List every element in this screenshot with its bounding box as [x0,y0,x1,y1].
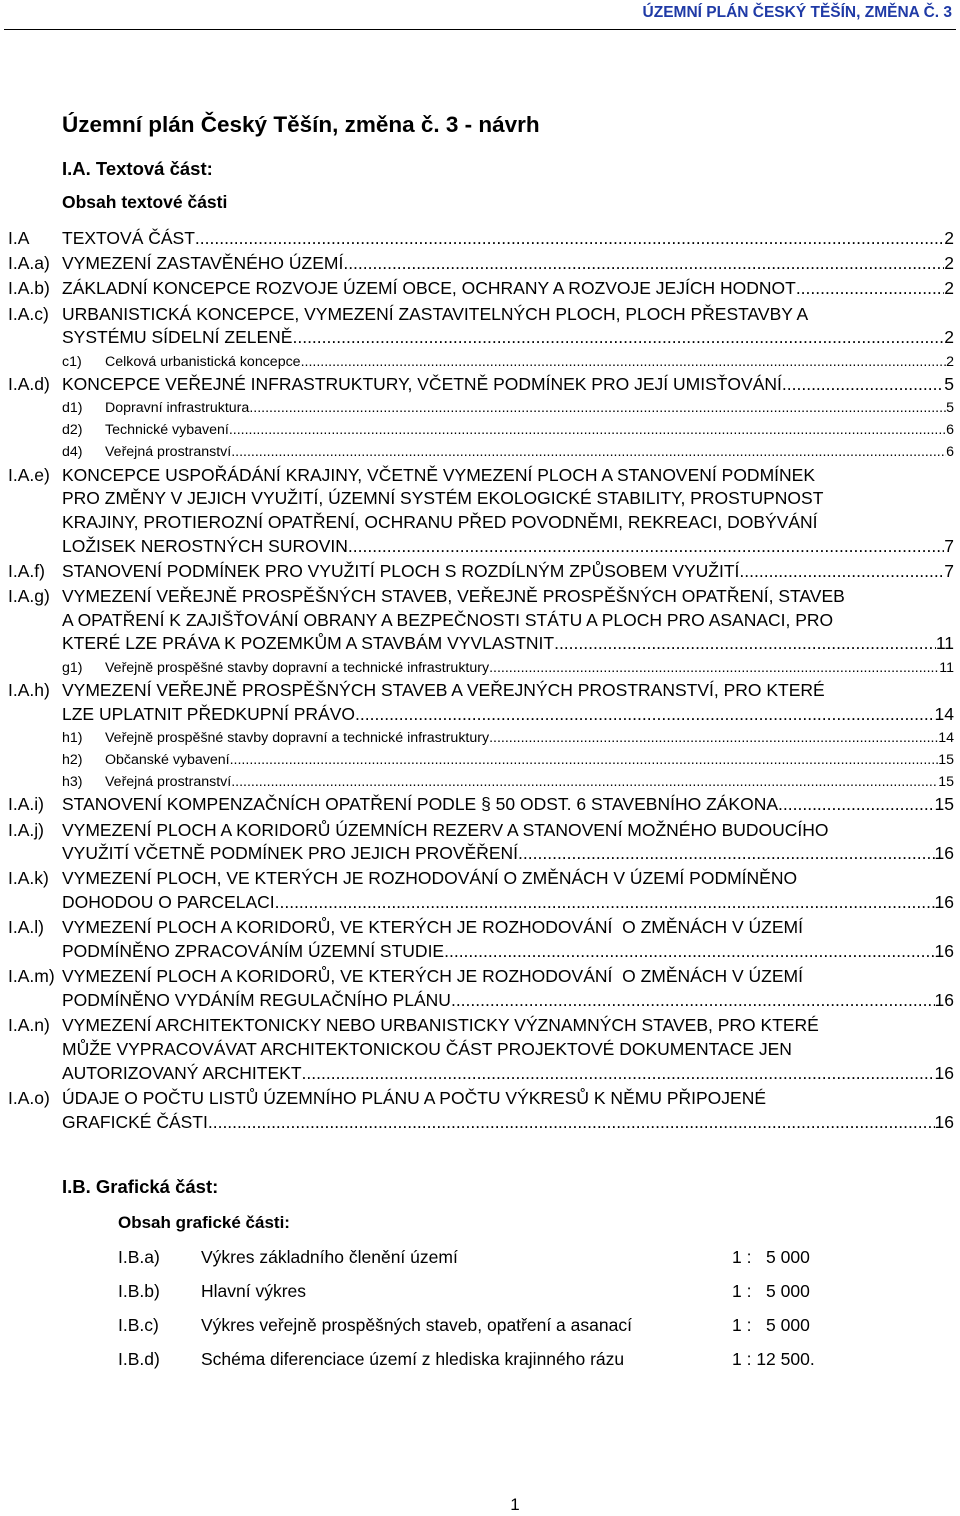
toc-entry-title-line: VYMEZENÍ PLOCH A KORIDORŮ ÚZEMNÍCH REZERV A STANOVENÍ MOŽNÉHO BUDOUCÍHO [62,819,829,840]
toc-entry-title-line: ÚDAJE O POČTU LISTŮ ÚZEMNÍHO PLÁNU A POČTU VÝKRESŮ K NĚMU PŘIPOJENÉ [62,1087,767,1108]
drawing-scale: 1 : 5 000 [732,1281,810,1301]
toc-page-number: 2 [944,253,954,274]
section-b-title: I.B. Grafická část: [62,1176,219,1197]
toc-entry-title-line: PRO ZMĚNY V JEJICH VYUŽITÍ, ÚZEMNÍ SYSTÉM EKOLOGICKÉ STABILITY, PROSTUPNOST [62,488,824,509]
dot-leader [231,442,946,464]
toc-entry-title: Veřejně prospěšné stavby dopravní a technické infrastruktury [105,659,490,676]
toc-entry-title: STANOVENÍ PODMÍNEK PRO VYUŽITÍ PLOCH S ROZDÍLNÝM ZPŮSOBEM VYUŽITÍ [62,560,740,581]
toc-entry-number: I.A.g) [8,586,50,607]
toc-entry-number: I.A.o) [8,1087,50,1108]
toc-entry-title: SYSTÉMU SÍDELNÍ ZELENĚ [62,327,293,348]
toc-entry-title: Technické vybavení [105,422,229,439]
toc-entry-title: KTERÉ LZE PRÁVA K POZEMKŮM A STAVBÁM VYVLASTNIT [62,633,555,654]
toc-entry-title: KONCEPCE VEŘEJNÉ INFRASTRUKTURY, VČETNĚ PODMÍNEK PRO JEJÍ UMISŤOVÁNÍ [62,374,782,395]
drawing-scale: 1 : 5 000 [732,1247,810,1267]
toc-entry-title: VYMEZENÍ ZASTAVĚNÉHO ÚZEMÍ [62,253,344,274]
toc-subentry[interactable] [8,772,954,794]
toc-page-number: 11 [935,633,954,654]
toc-entry-title-line: A OPATŘENÍ K ZAJIŠŤOVÁNÍ OBRANY A BEZPEČNOSTI STÁTU A PLOCH PRO ASANACI, PRO [62,609,834,630]
toc-entry[interactable] [8,303,954,350]
toc-entry-title-line: VYMEZENÍ VEŘEJNĚ PROSPĚŠNÝCH STAVEB A VEŘEJNÝCH PROSTRANSTVÍ, PRO KTERÉ [62,680,825,701]
toc-page-number: 2 [944,327,954,348]
toc-page-number: 6 [946,422,954,439]
toc-entry[interactable] [8,1014,954,1085]
toc-entry-title: STANOVENÍ KOMPENZAČNÍCH OPATŘENÍ PODLE § 50 ODST. 6 STAVEBNÍHO ZÁKONA [62,794,779,815]
toc-entry-title: AUTORIZOVANÝ ARCHITEKT [62,1062,302,1083]
toc-subentry[interactable] [8,420,954,442]
toc-subentry[interactable] [8,398,954,420]
toc-entry[interactable] [8,679,954,726]
toc-entry[interactable] [8,867,954,914]
dot-leader [489,728,938,750]
toc-entry-number: I.A.b) [8,278,50,299]
toc-entry-title-line: KRAJINY, PROTIEROZNÍ OPATŘENÍ, OCHRANU PŘED POVODNĚMI, REKREACI, DOBÝVÁNÍ [62,511,818,532]
toc-entry[interactable] [8,1087,954,1134]
section-a-title: I.A. Textová část: [62,158,213,179]
toc-entry-title: GRAFICKÉ ČÁSTI [62,1111,208,1132]
toc-entry-number: I.A [8,228,30,248]
toc-entry[interactable] [8,277,954,301]
toc-entry[interactable] [8,373,954,397]
toc-entry-number: I.A.d) [8,374,50,395]
toc-entry-title: Celková urbanistická koncepce [105,353,301,370]
toc-page-number: 16 [934,1062,954,1083]
toc-entry-number: I.A.a) [8,253,50,274]
dot-leader [489,658,939,680]
toc-entry-number: d1) [62,400,83,417]
toc-entry-title: Veřejně prospěšné stavby dopravní a technické infrastruktury [105,730,490,747]
toc-entry-title-line: URBANISTICKÁ KONCEPCE, VYMEZENÍ ZASTAVITELNÝCH PLOCH, PLOCH PŘESTAVBY A [62,303,809,324]
toc-entry[interactable] [8,965,954,1012]
toc-page-number: 5 [946,400,954,417]
toc-page-number: 16 [934,843,954,864]
toc-entry-number: h1) [62,730,83,747]
toc-heading: Obsah textové části [62,192,228,212]
toc-entry-title: Dopravní infrastruktura [105,400,250,417]
dot-leader [348,535,944,559]
toc-subentry[interactable] [8,728,954,750]
dot-leader [554,632,936,656]
toc-entry-title-line: VYMEZENÍ PLOCH A KORIDORŮ, VE KTERÝCH JE ROZHODOVÁNÍ O ZMĚNÁCH V ÚZEMÍ [62,966,803,987]
toc-entry-title-line: VYMEZENÍ VEŘEJNĚ PROSPĚŠNÝCH STAVEB, VEŘEJNĚ PROSPĚŠNÝCH OPATŘENÍ, STAVEB [62,586,845,607]
running-header: ÚZEMNÍ PLÁN ČESKÝ TĚŠÍN, ZMĚNA Č. 3 [642,4,952,21]
toc-page-number: 16 [934,990,954,1010]
toc-entry[interactable] [8,819,954,866]
toc-entry-number: h3) [62,773,83,790]
toc-page-number: 11 [939,659,954,676]
toc-entry-title-line: KONCEPCE USPOŘÁDÁNÍ KRAJINY, VČETNĚ VYMEZENÍ PLOCH A STANOVENÍ PODMÍNEK [62,464,815,485]
toc-entry-title: Veřejná prostranství [105,443,232,460]
drawing-scale: 1 : 5 000 [732,1315,810,1335]
toc-entry-title-line: VYMEZENÍ ARCHITEKTONICKY NEBO URBANISTICKY VÝZNAMNÝCH STAVEB, PRO KTERÉ [62,1015,819,1036]
dot-leader [518,842,934,866]
toc-entry-title-line: VYMEZENÍ PLOCH, VE KTERÝCH JE ROZHODOVÁNÍ O ZMĚNÁCH V ÚZEMÍ PODMÍNĚNO [62,868,798,889]
toc-entry-number: I.A.e) [8,464,50,485]
dot-leader [231,772,938,794]
drawing-scale: 1 : 12 500. [732,1349,815,1369]
toc-entry-title: ZÁKLADNÍ KONCEPCE ROZVOJE ÚZEMÍ OBCE, OCHRANY A ROZVOJE JEJÍCH HODNOT [62,278,796,299]
toc-entry[interactable] [8,916,954,963]
toc-page-number: 7 [944,535,954,556]
drawing-name: Výkres základního členění území [201,1247,458,1267]
drawing-code: I.B.a) [118,1247,160,1267]
toc-entry-number: c1) [62,353,82,370]
toc-entry-number: I.A.h) [8,680,50,701]
toc-page-number: 2 [944,278,954,299]
toc-entry-number: g1) [62,659,83,676]
toc-entry[interactable] [8,252,954,276]
toc-entry-number: I.A.l) [8,917,44,938]
dot-leader [778,793,935,817]
toc-entry[interactable] [8,585,954,656]
dot-leader [230,750,939,772]
toc-entry-number: I.A.m) [8,966,55,987]
toc-page-number: 6 [946,443,954,460]
dot-leader [275,891,935,915]
toc-entry-title: TEXTOVÁ ČÁST [62,228,195,248]
toc-entry-number: d2) [62,422,83,439]
dot-leader [782,373,944,397]
toc-entry-title: PODMÍNĚNO ZPRACOVÁNÍM ÚZEMNÍ STUDIE [62,941,445,962]
toc-entry-number: I.A.n) [8,1015,50,1036]
toc-entry-number: I.A.f) [8,560,45,581]
toc-page-number: 2 [944,228,954,248]
toc-entry-title: PODMÍNĚNO VYDÁNÍM REGULAČNÍHO PLÁNU [62,990,451,1010]
toc-page-number: 15 [934,794,954,815]
toc-entry[interactable] [8,793,954,817]
drawing-name: Výkres veřejně prospěšných staveb, opatření a asanací [201,1315,632,1335]
toc-entry-title-line: MŮŽE VYPRACOVÁVAT ARCHITEKTONICKOU ČÁST PROJEKTOVÉ DOKUMENTACE JEN [62,1038,792,1059]
toc-entry[interactable] [8,464,954,559]
toc-entry-title: LOŽISEK NEROSTNÝCH SUROVIN [62,535,348,556]
dot-leader [355,703,935,727]
toc-entry-title: Veřejná prostranství [105,773,232,790]
toc-subentry[interactable] [8,658,954,680]
toc-subentry[interactable] [8,352,954,374]
toc-entry-number: I.A.j) [8,819,44,840]
toc-page-number: 16 [934,892,954,913]
drawing-name: Schéma diferenciace území z hlediska krajinného rázu [201,1349,625,1369]
toc-page-number: 16 [934,1111,954,1132]
page-number: 1 [510,1495,520,1514]
dot-leader [292,326,944,350]
table-of-contents [8,227,954,1136]
toc-entry-title: LZE UPLATNIT PŘEDKUPNÍ PRÁVO [62,704,356,725]
dot-leader [195,227,944,251]
toc-page-number: 16 [934,941,954,962]
toc-page-number: 15 [938,751,954,768]
dot-leader [451,989,935,1013]
toc-entry[interactable] [8,227,954,251]
toc-entry-number: d4) [62,443,83,460]
drawing-code: I.B.c) [118,1315,159,1335]
toc-entry-title-line: VYMEZENÍ PLOCH A KORIDORŮ, VE KTERÝCH JE ROZHODOVÁNÍ O ZMĚNÁCH V ÚZEMÍ [62,917,803,938]
header-rule [4,29,956,30]
dot-leader [229,420,946,442]
graphic-contents-heading: Obsah grafické části: [118,1213,290,1232]
dot-leader [301,352,947,374]
toc-entry-number: h2) [62,751,83,768]
toc-entry-number: I.A.k) [8,868,49,889]
dot-leader [444,940,934,964]
dot-leader [302,1062,935,1086]
toc-entry-title: VYUŽITÍ VČETNĚ PODMÍNEK PRO JEJICH PROVĚŘENÍ [62,843,519,864]
toc-page-number: 7 [944,560,954,581]
dot-leader [343,252,944,276]
toc-page-number: 14 [938,730,954,747]
drawing-code: I.B.d) [118,1349,160,1369]
drawing-code: I.B.b) [118,1281,160,1301]
toc-page-number: 2 [946,353,954,370]
toc-subentry[interactable] [8,442,954,464]
toc-page-number: 15 [938,773,954,790]
toc-entry-number: I.A.i) [8,794,44,815]
dot-leader [796,277,944,301]
drawing-name: Hlavní výkres [201,1281,307,1301]
toc-entry-title: Občanské vybavení [105,751,230,768]
toc-subentry[interactable] [8,750,954,772]
dot-leader [249,398,946,420]
toc-entry[interactable] [8,560,954,584]
toc-entry-number: I.A.c) [8,303,49,324]
toc-page-number: 5 [944,374,954,395]
dot-leader [208,1111,935,1135]
toc-page-number: 14 [934,704,954,725]
dot-leader [739,560,944,584]
document-title: Územní plán Český Těšín, změna č. 3 - návrh [62,112,540,137]
toc-entry-title: DOHODOU O PARCELACI [62,892,275,913]
